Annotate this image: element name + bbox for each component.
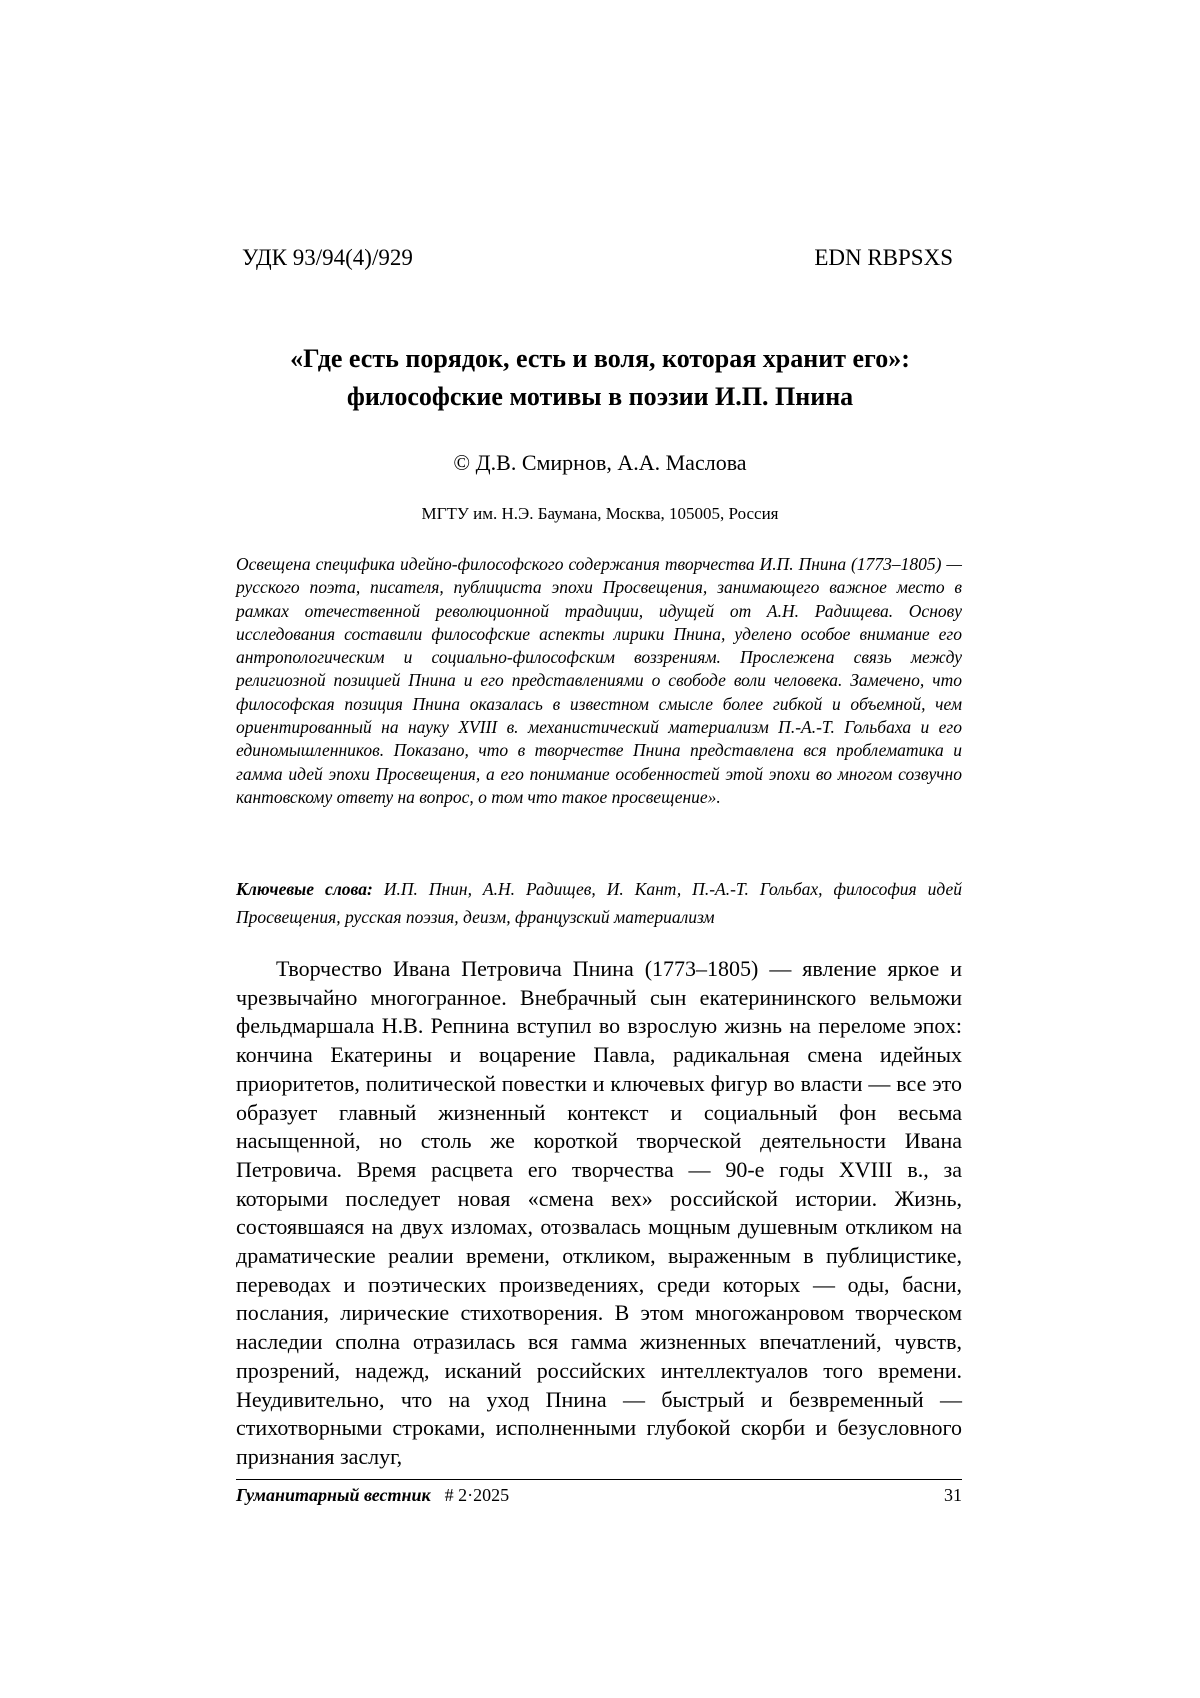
authors: © Д.В. Смирнов, А.А. Маслова xyxy=(453,450,747,475)
keywords xyxy=(236,876,962,931)
page-number: 31 xyxy=(944,1485,962,1505)
title-line-2: философские мотивы в поэзии И.П. Пнина xyxy=(346,382,854,411)
edn-code: EDN RBPSXS xyxy=(814,245,953,270)
affiliation: МГТУ им. Н.Э. Баумана, Москва, 105005, Россия xyxy=(421,504,779,523)
keywords-label: Ключевые слова: xyxy=(236,879,373,899)
body-paragraph: Творчество Ивана Петровича Пнина (1773–1805) — явление яркое и чрезвычайно многогранное. Внебрачный сын екатерининского вельможи фельдмаршала Н.В. Репнина вступил во взрослую жизнь на переломе эпох: кончина Екатерины и воцарение Павла, радикальная смена идейных приоритетов, политической повестки и ключевых фигур во власти — все это образует главный жизненный контекст и социальный фон весьма насыщенной, но столь же короткой творческой деятельности Ивана Петровича. Время расцвета его творчества — 90-е годы XVIII в., за которыми последует новая «смена вех» российской истории. Жизнь, состоявшаяся на двух изломах, отозвалась мощным душевным откликом на драматические реалии времени, откликом, выраженным в публицистике, переводах и поэтических произведениях, среди которых — оды, басни, послания, лирические стихотворения. В этом многожанровом творческом наследии сполна отразилась вся гамма жизненных впечатлений, чувств, прозрений, надежд, исканий российских интеллектуалов того времени. Неудивительно, что на уход Пнина — быстрый и безвременный — стихотворными строками, исполненными глубокой скорби и безусловного признания заслуг, xyxy=(236,956,962,1469)
journal-name: Гуманитарный вестник xyxy=(236,1485,431,1505)
footer-journal-info xyxy=(236,1482,509,1508)
abstract: Освещена специфика идейно-философского содержания творчества И.П. Пнина (1773–1805) — русского поэта, писателя, публициста эпохи Просвещения, занимающего важное место в рамках отечественной революционной традиции, идущей от А.Н. Радищева. Основу исследования составили философские аспекты лирики Пнина, уделено особое внимание его антропологическим и социально-философским воззрениям. Прослежена связь между религиозной позицией Пнина и его представлениями о свободе воли человека. Замечено, что философская позиция Пнина оказалась в известном смысле более гибкой и объемной, чем ориентированный на науку XVIII в. механистический материализм П.-А.-Т. Гольбаха и его единомышленников. Показано, что в творчестве Пнина представлена вся проблематика и гамма идей эпохи Просвещения, а его понимание особенностей этой эпохи во многом созвучно кантовскому ответу на вопрос, о том что такое просвещение». xyxy=(236,554,962,807)
page-footer xyxy=(236,1482,962,1508)
footer-divider xyxy=(236,1479,962,1480)
title-line-1: «Где есть порядок, есть и воля, которая хранит его»: xyxy=(290,344,910,373)
udc-code: УДК 93/94(4)/929 xyxy=(242,245,413,270)
article-title xyxy=(200,340,1000,416)
header-row xyxy=(242,243,953,273)
keywords-text: И.П. Пнин, А.Н. Радищев, И. Кант, П.-А.-Т. Гольбах, философия идей Просвещения, русская поэзия, деизм, французский материализм xyxy=(236,879,962,927)
issue-number: # 2·2025 xyxy=(444,1485,510,1505)
